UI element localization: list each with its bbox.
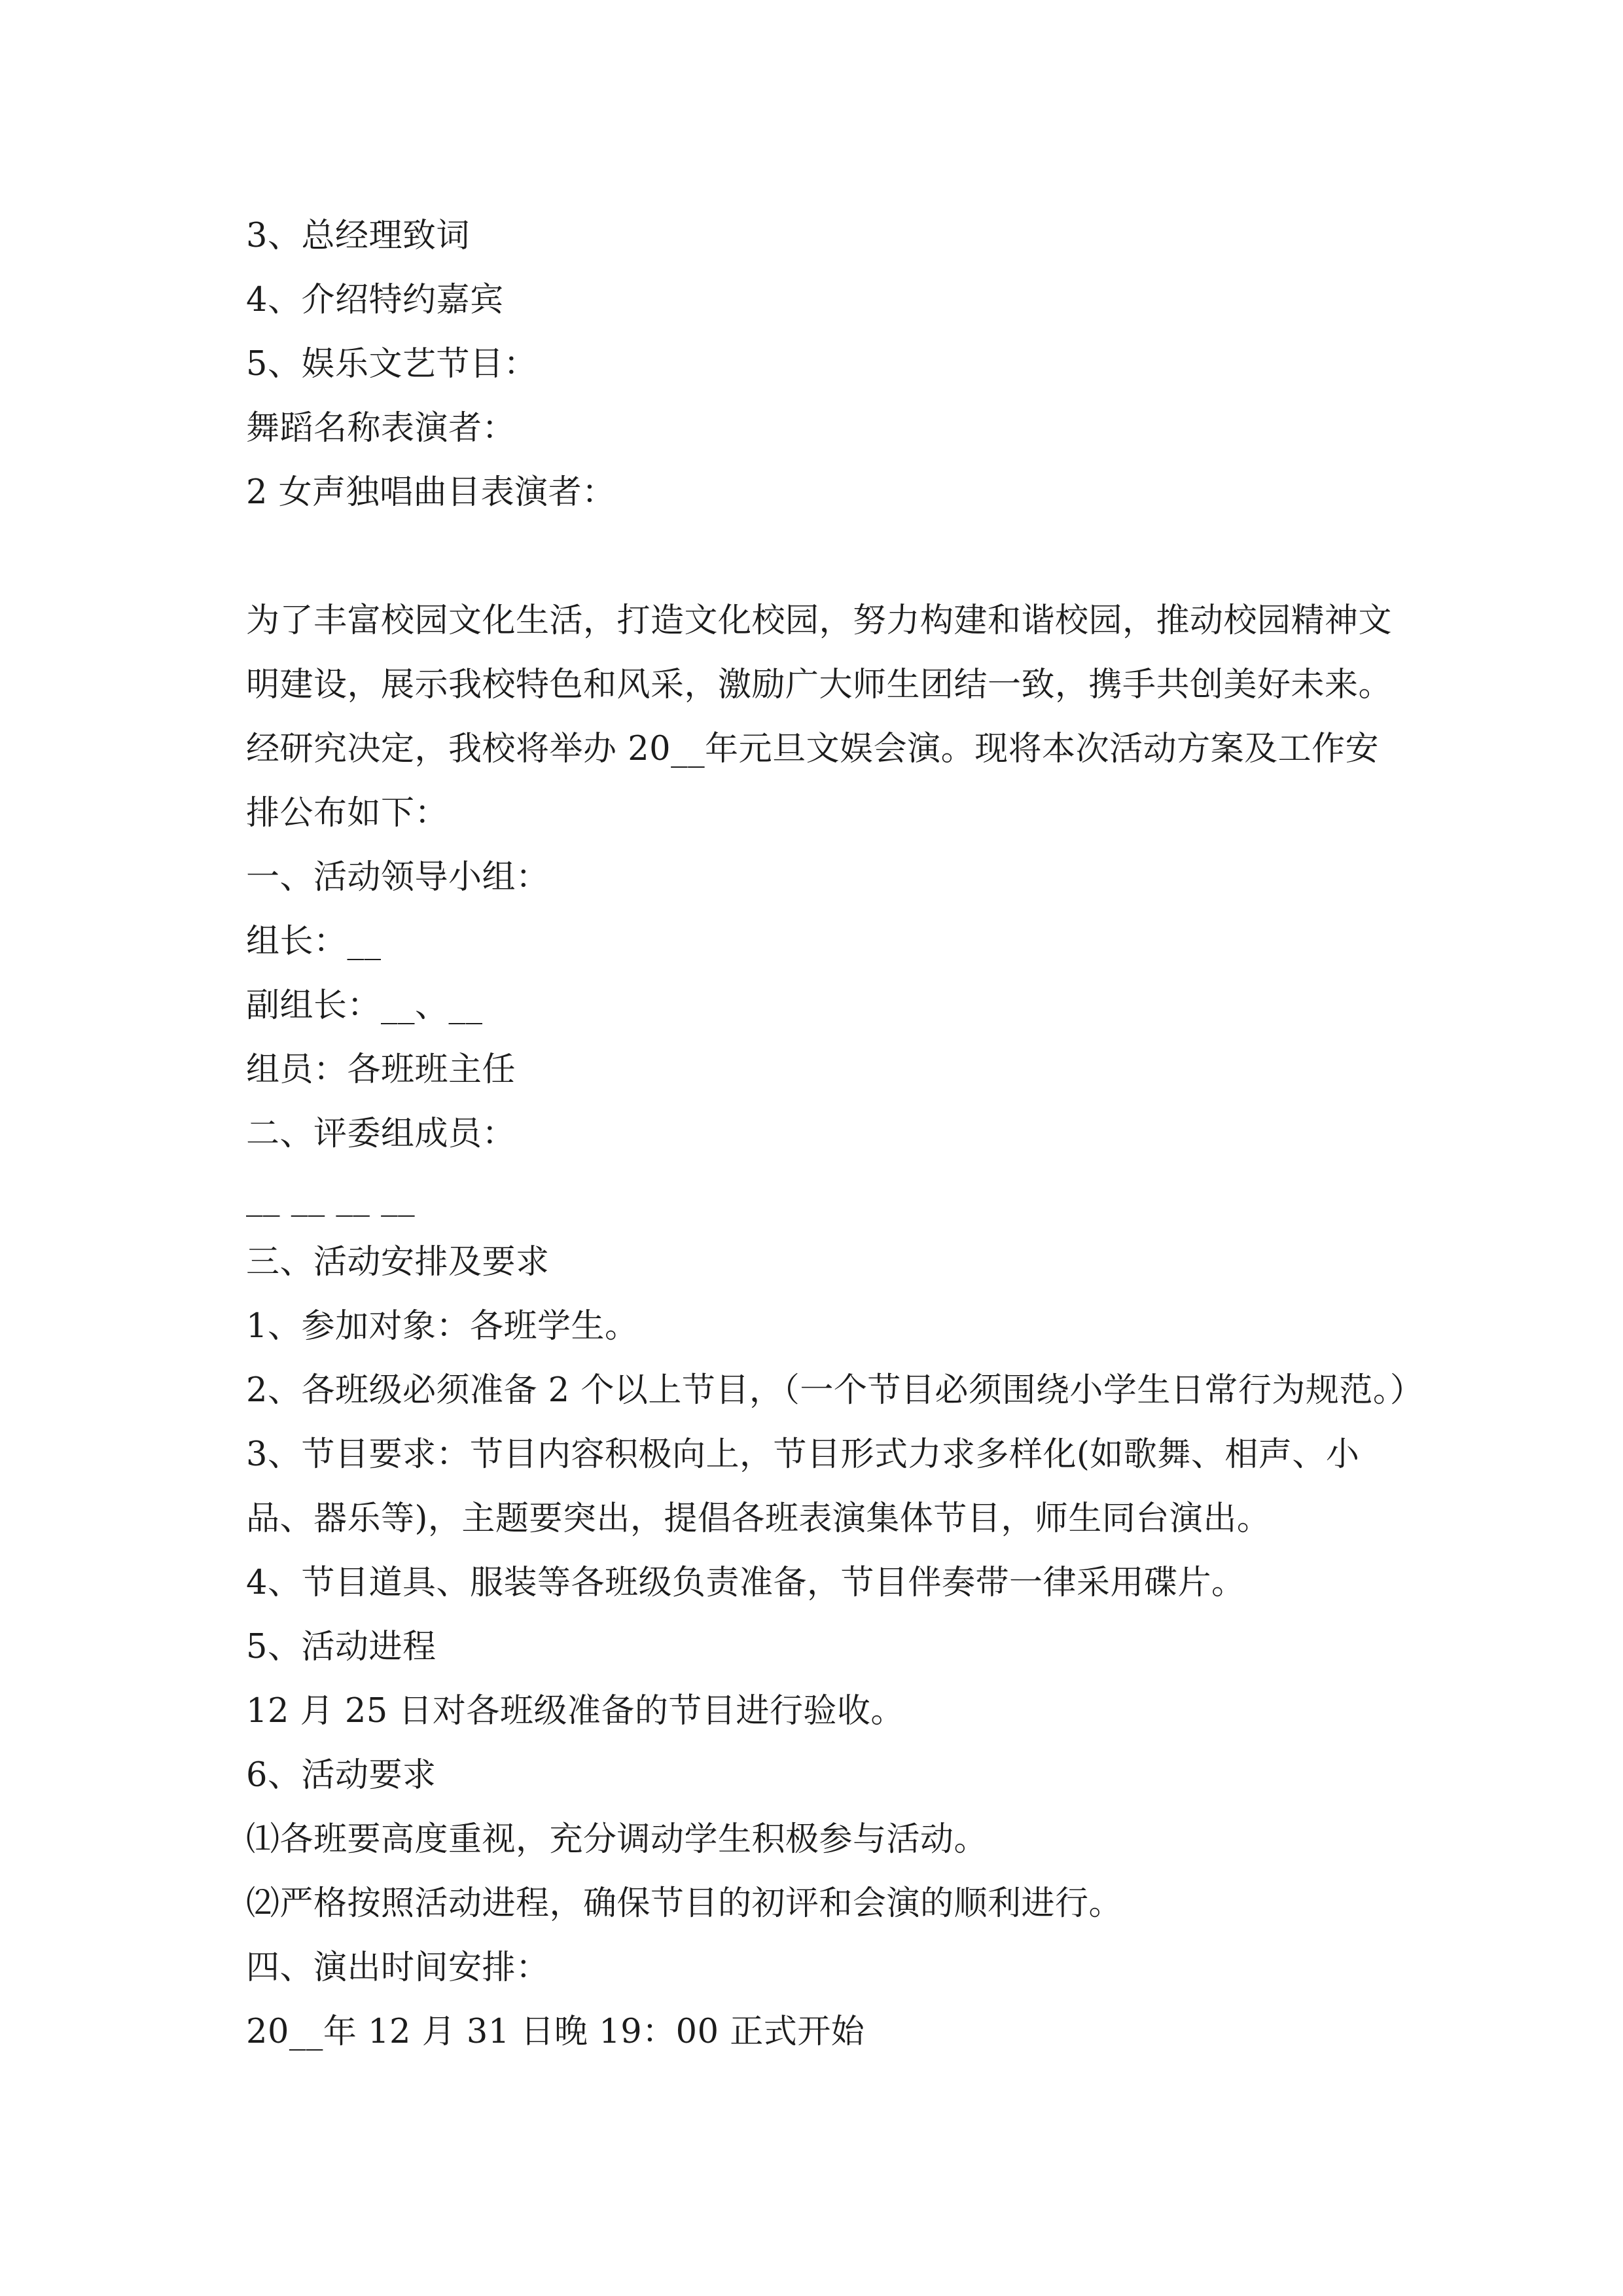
section-heading: 一、活动领导小组： [246,858,550,897]
text-line: 1、参加对象：各班学生。 [246,1307,639,1346]
text-line: 组员：各班班主任 [246,1050,516,1089]
document-body [246,204,1424,2064]
text-line: ⑵严格按照活动进程，确保节目的初评和会演的顺利进行。 [246,1884,1123,1923]
intro-paragraph: 为了丰富校园文化生活，打造文化校园，努力构建和谐校园，推动校园精神文明建设，展示我校特色和风采，激励广大师生团结一致，携手共创美好未来。经研究决定，我校将举办 20__年元旦文娱会演。现将本次活动方案及工作安排公布如下： [246,601,1393,833]
text-line: 2、各班级必须准备 2 个以上节目，（一个节目必须围绕小学生日常行为规范。） [246,1371,1424,1410]
text-line: 4、介绍特约嘉宾 [246,281,504,319]
text-line: 5、娱乐文艺节目： [246,345,537,384]
section-heading: 二、评委组成员： [246,1115,516,1153]
text-line: 6、活动要求 [246,1756,437,1795]
text-line: 组长：__ [246,922,382,961]
text-line: 4、节目道具、服装等各班级负责准备，节目伴奏带一律采用碟片。 [246,1564,1245,1602]
text-line: 副组长：__、__ [246,986,483,1025]
text-line: 2 女声独唱曲目表演者： [246,473,616,512]
judges-blanks: __ __ __ __ [246,1179,416,1217]
text-line: 5、活动进程 [246,1628,437,1666]
text-line: ⑴各班要高度重视，充分调动学生积极参与活动。 [246,1820,988,1859]
text-line: 20__年 12 月 31 日晚 19：00 正式开始 [246,2013,865,2051]
section-heading: 四、演出时间安排： [246,1948,550,1987]
text-line: 舞蹈名称表演者： [246,409,516,448]
text-line: 3、总经理致词 [246,217,470,255]
program-requirements-paragraph: 3、节目要求：节目内容积极向上，节目形式力求多样化(如歌舞、相声、小品、器乐等)，主题要突出，提倡各班表演集体节目，师生同台演出。 [246,1435,1360,1538]
text-line: 12 月 25 日对各班级准备的节目进行验收。 [246,1692,904,1731]
paragraph-gap [246,525,1398,589]
section-heading: 三、活动安排及要求 [246,1243,550,1282]
